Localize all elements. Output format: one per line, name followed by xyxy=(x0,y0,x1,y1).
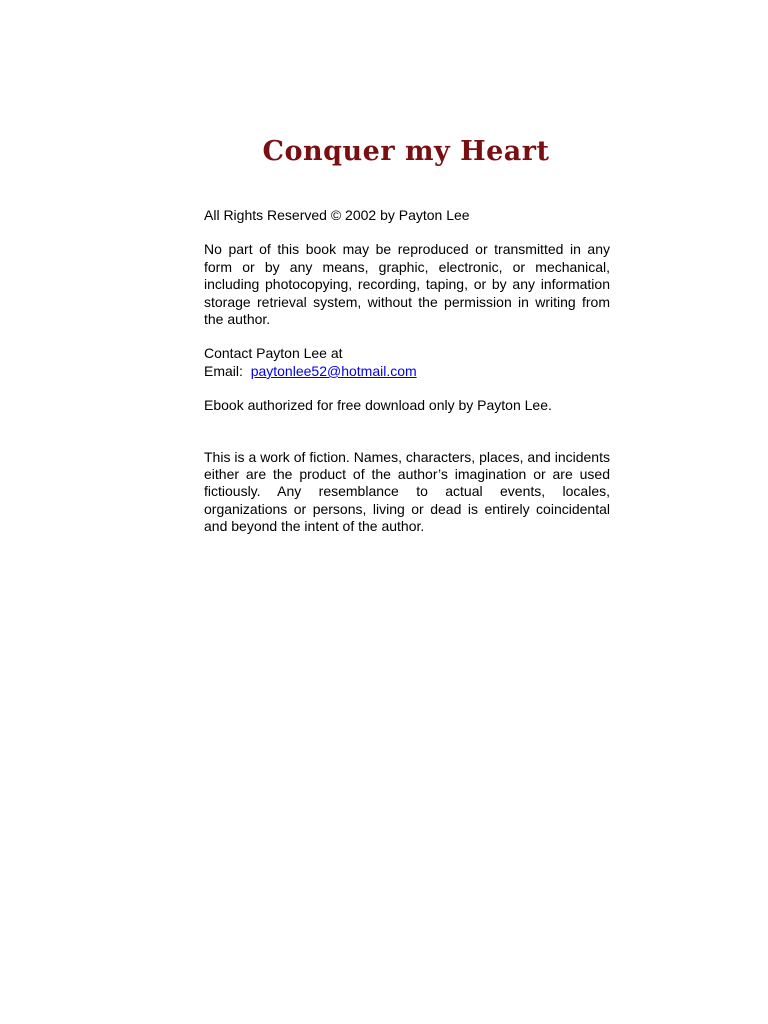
book-title: Conquer my Heart xyxy=(262,136,550,167)
spacer xyxy=(204,328,610,345)
email-line xyxy=(204,363,610,380)
spacer xyxy=(204,380,610,397)
email-link[interactable]: paytonlee52@hotmail.com xyxy=(250,362,417,379)
spacer xyxy=(204,224,610,241)
contact-line: Contact Payton Lee at xyxy=(204,345,343,362)
reproduction-notice: No part of this book may be reproduced or transmitted in any form or by any means, graphic, electronic, or mechanical, including photocopying, recording, taping, or by any information storage retrieval system, without the permission in writing from the author. xyxy=(204,241,610,328)
fiction-disclaimer: This is a work of fiction. Names, characters, places, and incidents either are the product of the author’s imagination or are used fictiously. Any resemblance to actual events, locales, organizations or persons, living or dead is entirely coincidental and beyond the intent of the author. xyxy=(204,448,610,535)
copyright-line: All Rights Reserved © 2002 by Payton Lee xyxy=(204,207,470,223)
email-label: Email: xyxy=(204,362,243,379)
copyright-page-body xyxy=(204,207,610,536)
spacer xyxy=(204,415,610,449)
ebook-notice: Ebook authorized for free download only by Payton Lee. xyxy=(204,397,552,414)
